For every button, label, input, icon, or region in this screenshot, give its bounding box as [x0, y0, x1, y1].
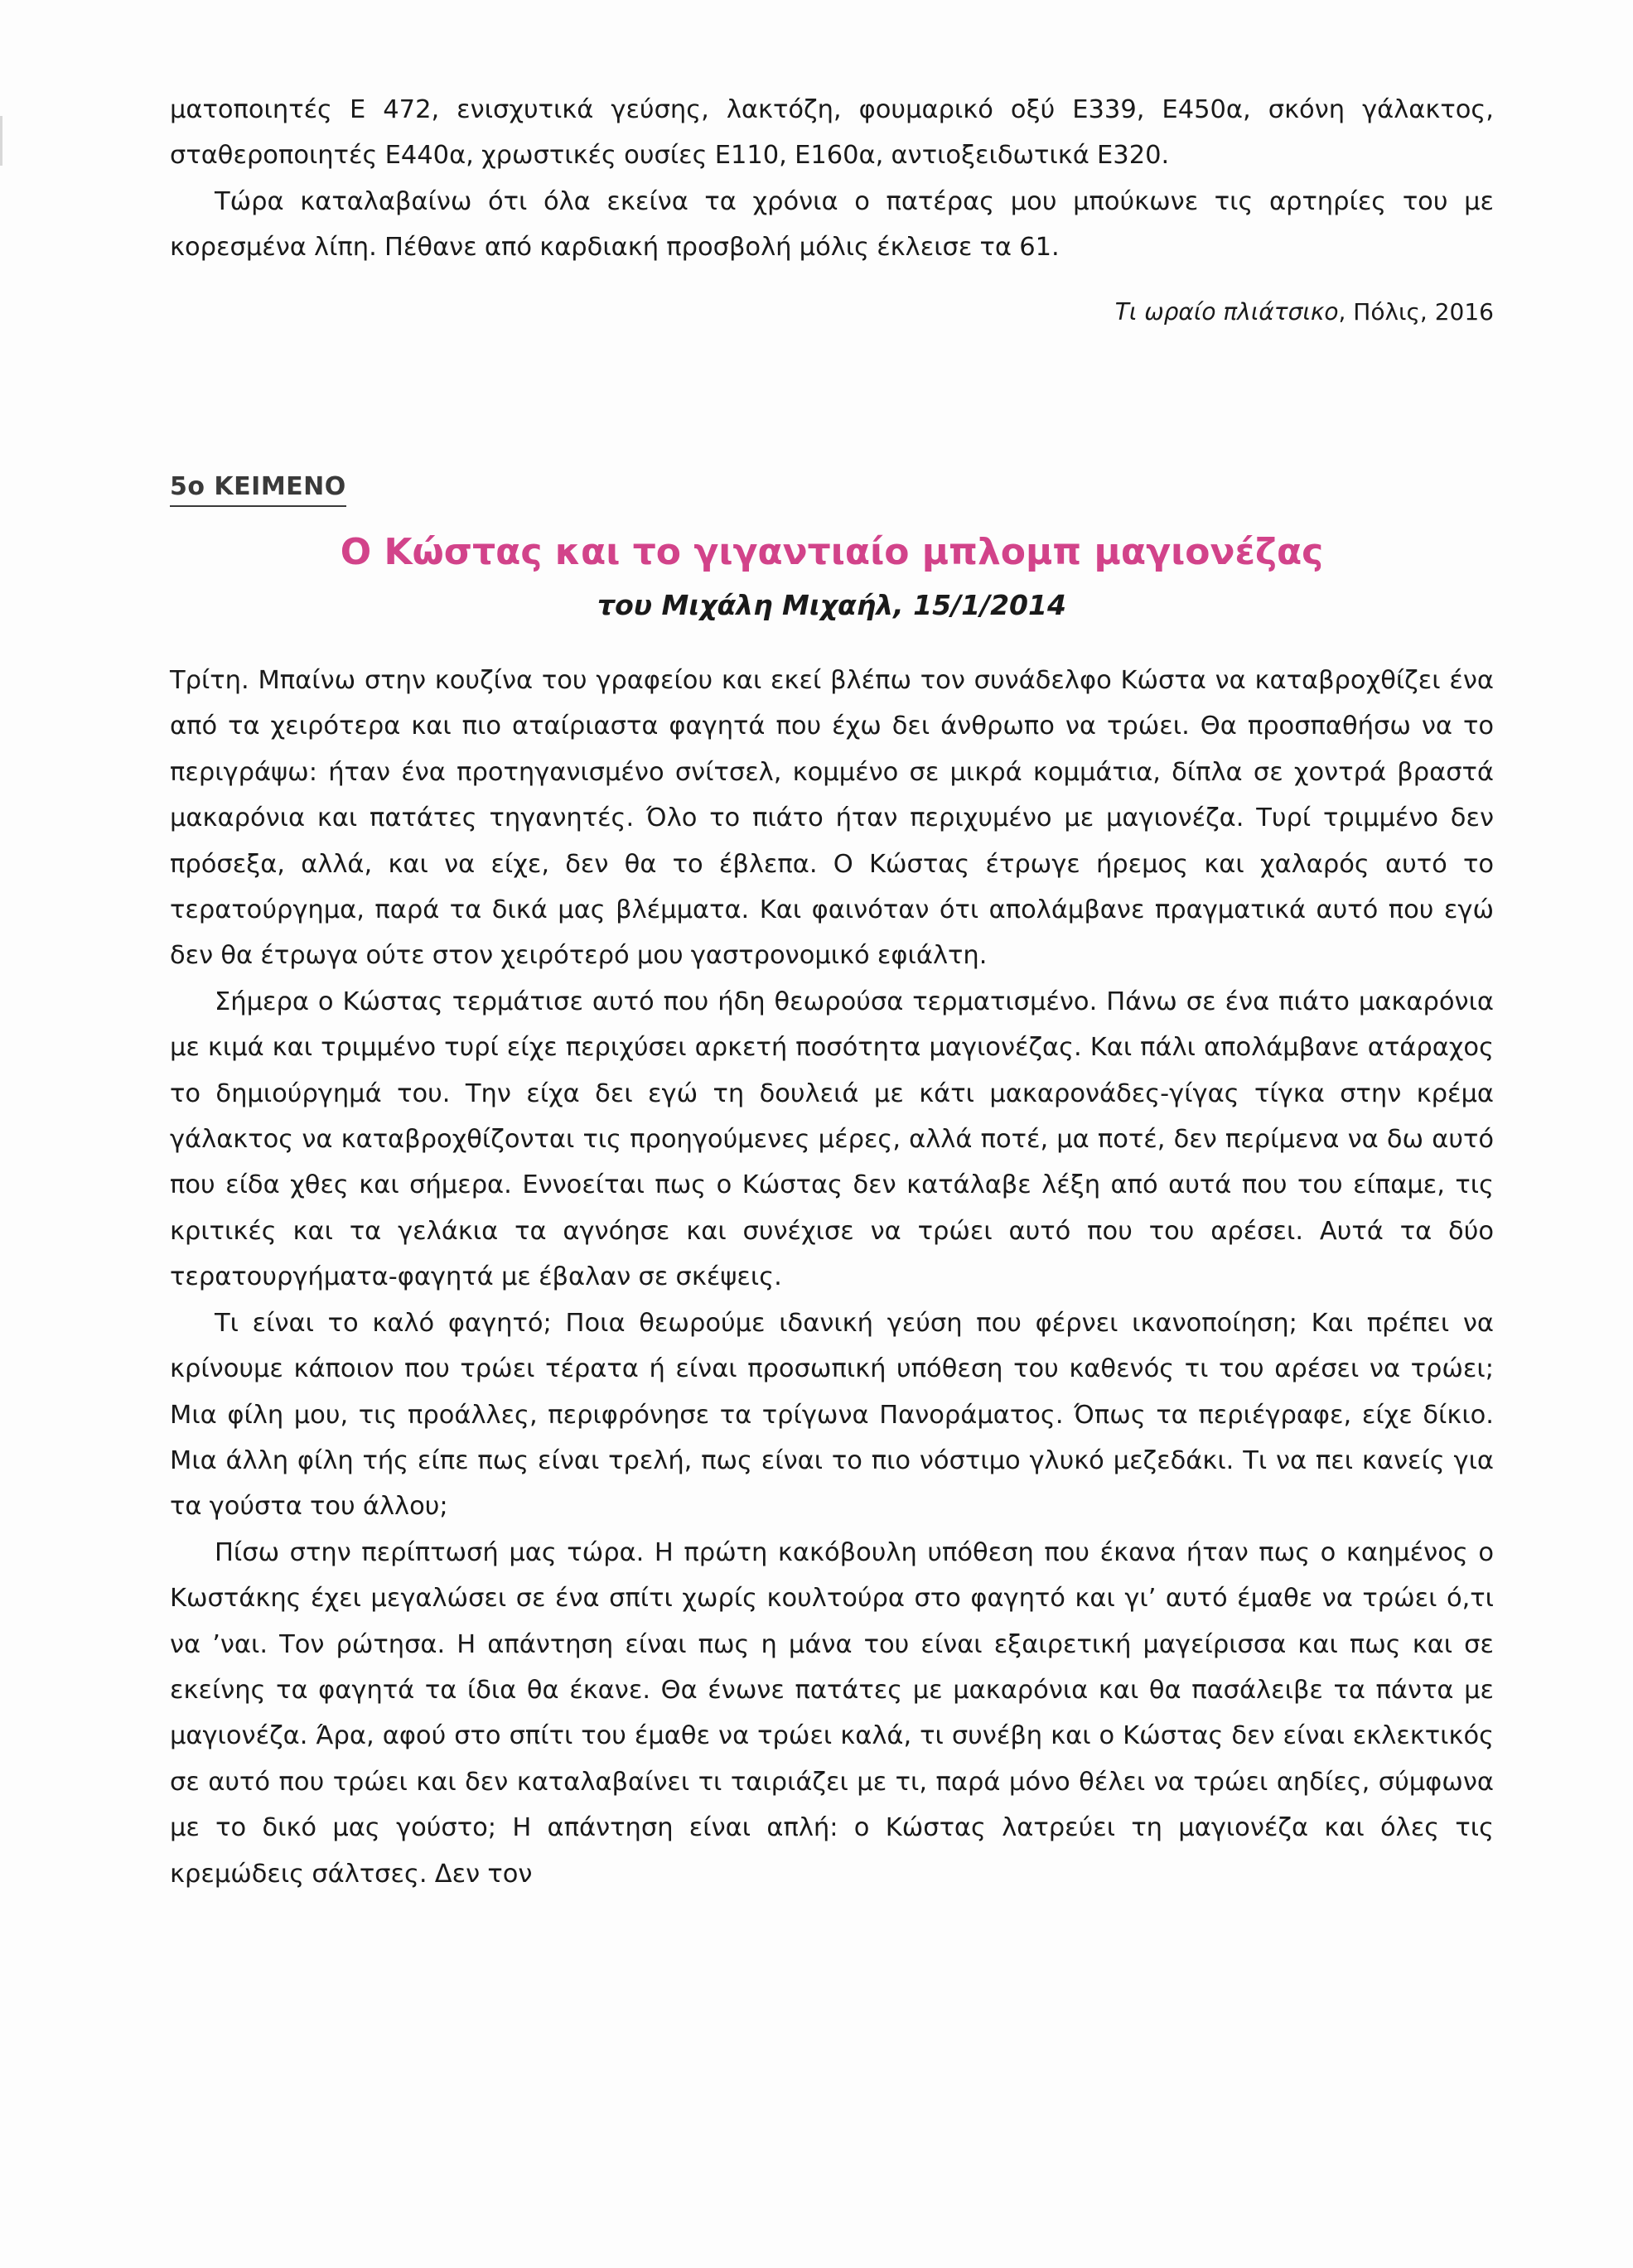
section-label: 5ο ΚΕΙΜΕΝΟ: [170, 470, 346, 507]
article-paragraph-3: Τι είναι το καλό φαγητό; Ποια θεωρούμε ιδανική γεύση που φέρνει ικανοποίηση; Και πρέπει να κρίνουμε κάποιον που τρώει τέρατα ή είναι προσωπική υπόθεση του καθενός τι του αρέσει να τρώει; Μια φίλη μου, τις προάλλες, περιφρόνησε τα τρίγωνα Πανοράματος. Όπως τα περιέγραφε, είχε δίκιο. Μια άλλη φίλη τής είπε πως είναι τρελή, πως είναι το πιο νόστιμο γλυκό μεζεδάκι. Τι να πει κανείς για τα γούστα του άλλου;: [170, 1308, 1494, 1522]
excerpt-paragraph-1: ματοποιητές Ε 472, ενισχυτικά γεύσης, λακτόζη, φουμαρικό οξύ Ε339, Ε450α, σκόνη γάλακτος, σταθεροποιητές Ε440α, χρωστικές ουσίες Ε110, Ε160α, αντιοξειδωτικά Ε320.: [170, 95, 1494, 171]
source-publisher-year: , Πόλις, 2016: [1338, 297, 1494, 326]
article-paragraph-4: Πίσω στην περίπτωσή μας τώρα. Η πρώτη κακόβουλη υπόθεση που έκανα ήταν πως ο καημένος ο Κωστάκης έχει μεγαλώσει σε ένα σπίτι χωρίς κουλτούρα στο φαγητό και γι’ αυτό έμαθε να τρώει ό,τι να ’ναι. Τον ρώτησα. Η απάντηση είναι πως η μάνα του είναι εξαιρετική μαγείρισσα και πως και σε εκείνης τα φαγητά τα ίδια θα έκανε. Θα ένωνε πατάτες με μακαρόνια και θα πασάλειβε τα πάντα με μαγιονέζα. Άρα, αφού στο σπίτι του έμαθε να τρώει καλά, τι συνέβη και ο Κώστας δεν είναι εκλεκτικός σε αυτό που τρώει και δεν καταλαβαίνει τι ταιριάζει με τι, παρά μόνο θέλει να τρώει αηδίες, σύμφωνα με το δικό μας γούστο; Η απάντηση είναι απλή: ο Κώστας λατρεύει τη μαγιονέζα και όλες τις κρεμώδεις σάλτσες. Δεν τον: [170, 1537, 1494, 1889]
article-paragraph-1: Τρίτη. Μπαίνω στην κουζίνα του γραφείου και εκεί βλέπω τον συνάδελφο Κώστα να καταβροχθίζει ένα από τα χειρότερα και πιο αταίριαστα φαγητά που έχω δει άνθρωπο να τρώει. Θα προσπαθήσω να το περιγράψω: ήταν ένα προτηγανισμένο σνίτσελ, κομμένο σε μικρά κομμάτια, δίπλα σε χοντρά βραστά μακαρόνια και πατάτες τηγανητές. Όλο το πιάτο ήταν περιχυμένο με μαγιονέζα. Τυρί τριμμένο δεν πρόσεξα, αλλά, και να είχε, δεν θα το έβλεπα. Ο Κώστας έτρωγε ήρεμος και χαλαρός αυτό το τερατούργημα, παρά τα δικά μας βλέμματα. Και φαινόταν ότι απολάμβανε πραγματικά αυτό που εγώ δεν θα έτρωγα ούτε στον χειρότερό μου γαστρονομικό εφιάλτη.: [170, 666, 1494, 971]
source-book-title: Τι ωραίο πλιάτσικο: [1114, 297, 1339, 326]
article-paragraph-2: Σήμερα ο Κώστας τερμάτισε αυτό που ήδη θεωρούσα τερματισμένο. Πάνω σε ένα πιάτο μακαρόνια με κιμά και τριμμένο τυρί είχε περιχύσει αρκετή ποσότητα μαγιονέζας. Και πάλι απολάμβανε ατάραχος το δημιούργημά του. Την είχα δει εγώ τη δουλειά με κάτι μακαρονάδες-γίγας τίγκα στην κρέμα γάλακτος να καταβροχθίζονται τις προηγούμενες μέρες, αλλά ποτέ, μα ποτέ, δεν περίμενα να δω αυτό που είδα χθες και σήμερα. Εννοείται πως ο Κώστας δεν κατάλαβε λέξη από αυτά που του είπαμε, τις κριτικές και τα γελάκια τα αγνόησε και συνέχισε να τρώει αυτό που του αρέσει. Αυτά τα δύο τερατουργήματα-φαγητά με έβαλαν σε σκέψεις.: [170, 987, 1494, 1292]
excerpt-source: [170, 296, 1494, 329]
article-body: [170, 658, 1494, 1897]
previous-text-excerpt: [170, 87, 1494, 329]
article-byline: του Μιχάλη Μιχαήλ, 15/1/2014: [597, 589, 1066, 621]
excerpt-paragraph-2: Τώρα καταλαβαίνω ότι όλα εκείνα τα χρόνια ο πατέρας μου μπούκωνε τις αρτηρίες του με κορεσμένα λίπη. Πέθανε από καρδιακή προσβολή μόλις έκλεισε τα 61.: [170, 186, 1494, 263]
article-title: Ο Κώστας και το γιγαντιαίο μπλομπ μαγιονέζας: [340, 531, 1324, 573]
scan-edge-mark: [0, 116, 2, 166]
